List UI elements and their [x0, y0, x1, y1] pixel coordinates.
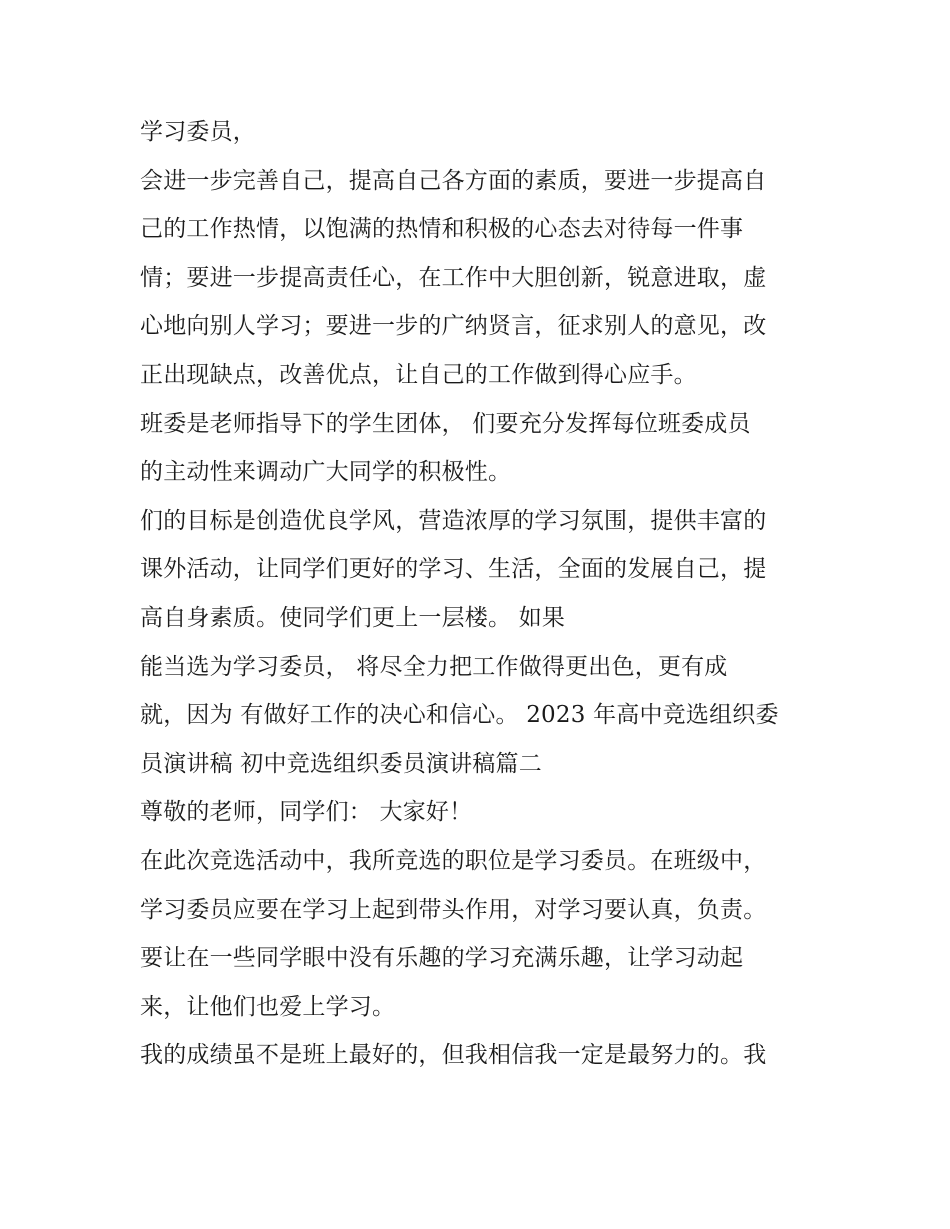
speech-text [140, 108, 830, 1080]
text-line: 员演讲稿 初中竞选组织委员演讲稿篇二 [140, 750, 542, 777]
text-line: 能当选为学习委员， 将尽全力把工作做得更出色，更有成 [140, 653, 728, 680]
text-line: 心地向别人学习；要进一步的广纳贤言，征求别人的意见，改 [140, 313, 767, 340]
text-line: 学习委员应要在学习上起到带头作用，对学习要认真，负责。 [140, 896, 767, 923]
text-line: 尊敬的老师，同学们： 大家好！ [140, 799, 473, 826]
text-line: 在此次竞选活动中，我所竞选的职位是学习委员。在班级中， [140, 847, 767, 874]
text-line: 我的成绩虽不是班上最好的，但我相信我一定是最努力的。我 [140, 1042, 767, 1069]
text-line: 的主动性来调动广大同学的积极性。 [140, 459, 512, 486]
text-line: 就，因为 有做好工作的决心和信心。 2023 年高中竞选组织委 [140, 702, 779, 729]
text-line: 课外活动，让同学们更好的学习、生活，全面的发展自己，提 [140, 556, 767, 583]
text-line: 要让在一些同学眼中没有乐趣的学习充满乐趣，让学习动起 [140, 945, 744, 972]
text-line: 学习委员， [140, 119, 256, 145]
text-line: 高自身素质。使同学们更上一层楼。 如果 [140, 604, 566, 631]
text-line: 会进一步完善自己，提高自己各方面的素质，要进一步提高自 [140, 167, 767, 194]
text-line: 情；要进一步提高责任心，在工作中大胆创新，锐意进取，虚 [140, 264, 767, 291]
text-line: 们的目标是创造优良学风，营造浓厚的学习氛围，提供丰富的 [140, 507, 767, 534]
text-line: 己的工作热情，以饱满的热情和积极的心态去对待每一件事 [140, 216, 744, 243]
text-line: 正出现缺点，改善优点，让自己的工作做到得心应手。 [140, 361, 697, 388]
text-line: 班委是老师指导下的学生团体， 们要充分发挥每位班委成员 [140, 410, 751, 437]
text-line: 来，让他们也爱上学习。 [140, 993, 396, 1020]
